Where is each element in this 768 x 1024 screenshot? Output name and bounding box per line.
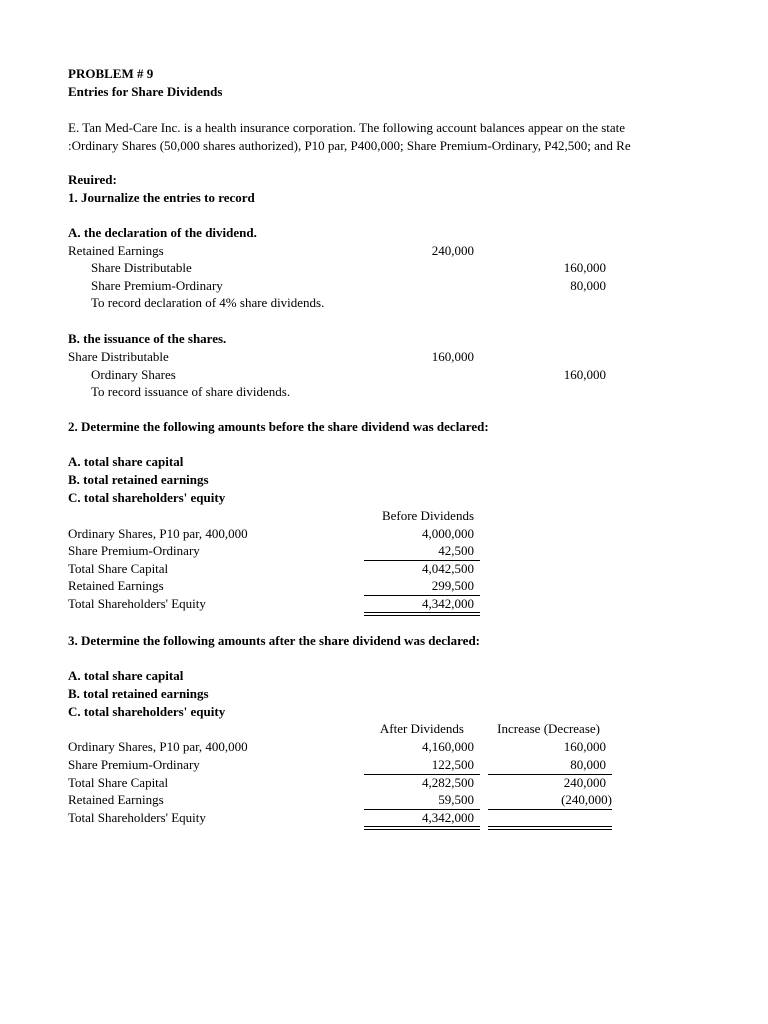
part2-row-value: 4,000,000 [422,526,474,541]
entry-a-debit-1: 240,000 [431,243,474,258]
part2-double-underline [364,612,480,616]
part3-row-label: Share Premium-Ordinary [68,757,200,772]
part3-col-header-change: Increase (Decrease) [497,721,600,736]
part3-row-label: Ordinary Shares, P10 par, 400,000 [68,739,248,754]
entry-b-memo: To record issuance of share dividends. [91,384,291,399]
part3-row-change: 240,000 [563,775,606,790]
part3-change-total-rule [488,809,612,810]
part2-row-label: Ordinary Shares, P10 par, 400,000 [68,526,248,541]
problem-title: Entries for Share Dividends [68,84,223,99]
part2-item-c: C. total shareholders' equity [68,490,226,505]
part2-row-label: Total Share Capital [68,561,169,576]
part3-col-header-after: After Dividends [379,721,464,736]
part2-item-b: B. total retained earnings [68,472,209,487]
part2-row-value: 42,500 [438,543,474,558]
part3-row-value: 4,282,500 [422,775,474,790]
part3-item-c: C. total shareholders' equity [68,704,226,719]
part3-item-a: A. total share capital [68,668,184,683]
part3-item-b: B. total retained earnings [68,686,209,701]
part3-heading: 3. Determine the following amounts after the share dividend was declared: [68,633,481,648]
entry-a-account-2: Share Distributable [91,260,192,275]
part3-double-underline [364,826,480,830]
part3-row-change: 160,000 [563,739,606,754]
part3-row-label: Retained Earnings [68,792,164,807]
part3-row-label: Total Share Capital [68,775,169,790]
entry-a-credit-2: 160,000 [563,260,606,275]
entry-a-account-1: Retained Earnings [68,243,164,258]
part2-row-value: 299,500 [431,578,474,593]
problem-number: PROBLEM # 9 [68,66,154,81]
entry-b-account-2: Ordinary Shares [91,367,176,382]
part3-row-value: 122,500 [431,757,474,772]
part2-row-value: 4,342,000 [422,596,474,611]
entry-a-credit-3: 80,000 [570,278,606,293]
entry-b-credit-2: 160,000 [563,367,606,382]
intro-line-1: E. Tan Med-Care Inc. is a health insurance corporation. The following account balances appear on the state [68,120,626,135]
part2-heading: 2. Determine the following amounts before the share dividend was declared: [68,419,489,434]
part2-row-label: Total Shareholders' Equity [68,596,206,611]
entry-a-memo: To record declaration of 4% share dividends. [91,295,325,310]
part2-row-value: 4,042,500 [422,561,474,576]
part3-row-label: Total Shareholders' Equity [68,810,206,825]
entry-b-heading: B. the issuance of the shares. [68,331,227,346]
part2-item-a: A. total share capital [68,454,184,469]
part2-row-label: Retained Earnings [68,578,164,593]
entry-a-heading: A. the declaration of the dividend. [68,225,257,240]
part3-row-change: (240,000) [561,792,612,807]
intro-line-2: :Ordinary Shares (50,000 shares authorized), P10 par, P400,000; Share Premium-Ordinary, P42,500; and Re [68,138,631,153]
intro-paragraph [68,120,681,156]
part3-row-value: 4,160,000 [422,739,474,754]
entry-b-account-1: Share Distributable [68,349,169,364]
part3-change-double-underline [488,826,612,830]
entry-b-debit-1: 160,000 [431,349,474,364]
part2-row-label: Share Premium-Ordinary [68,543,200,558]
part2-col-header: Before Dividends [381,508,474,523]
entry-a-account-3: Share Premium-Ordinary [91,278,223,293]
required-label: Reuired: [68,172,117,187]
required-item-1: 1. Journalize the entries to record [68,190,255,205]
part3-row-value: 4,342,000 [422,810,474,825]
part3-row-value: 59,500 [438,792,474,807]
part3-row-change: 80,000 [570,757,606,772]
